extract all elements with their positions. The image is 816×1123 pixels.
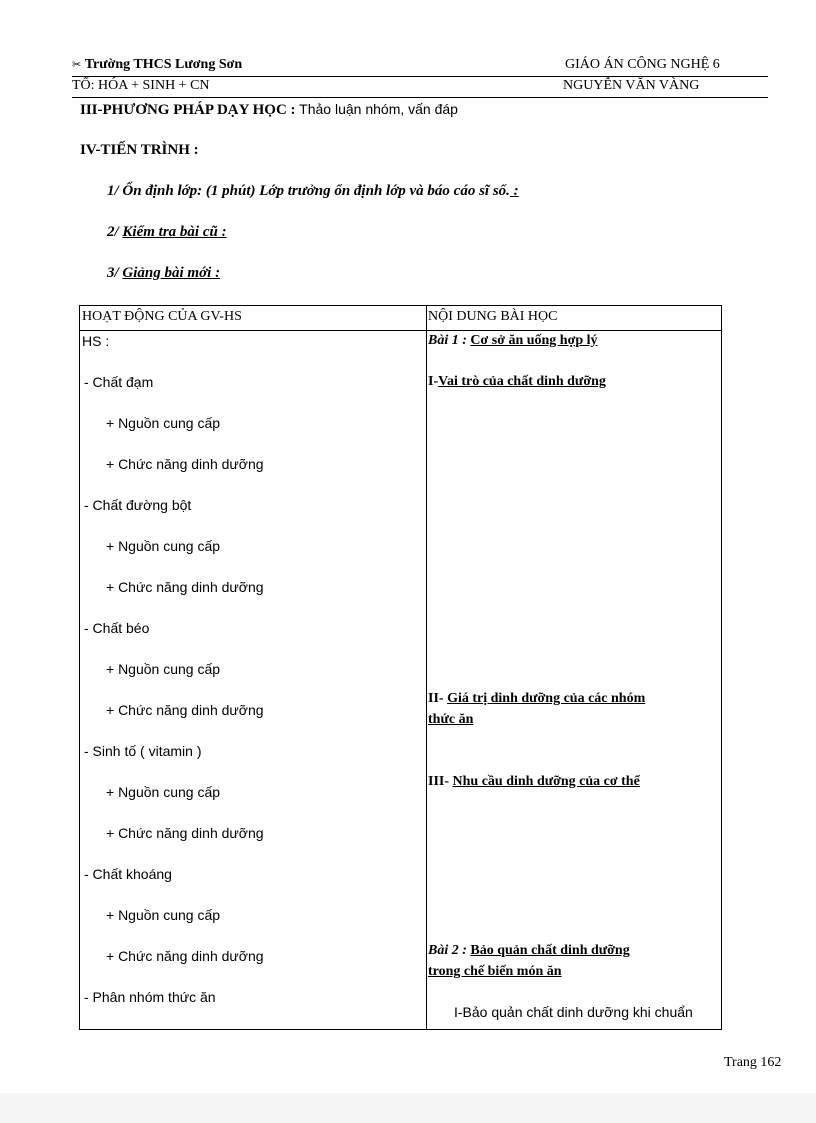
section-1-heading: I-Vai trò của chất dinh dưỡng: [428, 374, 606, 389]
list-item: + Nguồn cung cấp: [106, 415, 221, 431]
list-item: + Nguồn cung cấp: [106, 661, 221, 677]
header-rule-top: [72, 76, 768, 77]
list-item: - Chất đạm: [84, 374, 154, 390]
process-heading: IV-TIẾN TRÌNH :: [80, 142, 199, 158]
list-item: - Chất đường bột: [84, 497, 192, 513]
list-item: - Phân nhóm thức ăn: [84, 989, 216, 1005]
list-item: HS :: [82, 333, 110, 349]
list-item: + Nguồn cung cấp: [106, 538, 221, 554]
section-2-heading: II- Giá trị dinh dưỡng của các nhóm thức ăn: [428, 691, 646, 727]
header-rule-bottom: [72, 97, 768, 98]
page-bottom-margin: [0, 1093, 816, 1123]
step-3: 3/ Giảng bài mới :: [107, 265, 221, 281]
column-header-activities: HOẠT ĐỘNG CỦA GV-HS: [82, 309, 242, 324]
table-header-divider: [80, 330, 721, 331]
step-2: 2/ Kiểm tra bài cũ :: [107, 224, 227, 240]
lesson-table: [79, 305, 722, 1030]
list-item: + Chức năng dinh dưỡng: [106, 948, 264, 964]
school-name: ✂ Trường THCS Lương Sơn: [72, 57, 243, 72]
page-number: Trang 162: [724, 1055, 782, 1070]
list-item: - Sinh tố ( vitamin ): [84, 743, 202, 759]
scissors-icon: ✂: [72, 58, 82, 71]
list-item: + Chức năng dinh dưỡng: [106, 456, 264, 472]
document-title: GIÁO ÁN CÔNG NGHỆ 6: [565, 57, 720, 72]
section-3-heading: III- Nhu cầu dinh dưỡng của cơ thể: [428, 774, 640, 789]
list-item: + Chức năng dinh dưỡng: [106, 702, 264, 718]
lesson-2-heading: Bài 2 : Bảo quản chất dinh dưỡng trong chế biến món ăn: [428, 943, 630, 979]
department: TỔ: HÓA + SINH + CN: [72, 78, 210, 93]
list-item: - Chất khoáng: [84, 866, 172, 882]
list-item: + Chức năng dinh dưỡng: [106, 825, 264, 841]
step-1: 1/ Ổn định lớp: (1 phút) Lớp trưởng ổn định lớp và báo cáo sĩ số. :: [107, 183, 519, 199]
list-item: + Chức năng dinh dưỡng: [106, 579, 264, 595]
teacher-name: NGUYỄN VĂN VÀNG: [563, 78, 700, 93]
list-item: + Nguồn cung cấp: [106, 907, 221, 923]
teaching-methods: III-PHƯƠNG PHÁP DẠY HỌC : Thảo luận nhóm, vấn đáp: [80, 101, 458, 118]
list-item: + Nguồn cung cấp: [106, 784, 221, 800]
column-header-content: NỘI DUNG BÀI HỌC: [428, 309, 558, 324]
table-column-divider: [426, 306, 427, 1029]
lesson-1-heading: Bài 1 : Cơ sở ăn uống hợp lý: [428, 333, 598, 348]
lesson-2-subsection: I-Bảo quản chất dinh dưỡng khi chuẩn: [454, 1004, 693, 1020]
list-item: - Chất béo: [84, 620, 150, 636]
